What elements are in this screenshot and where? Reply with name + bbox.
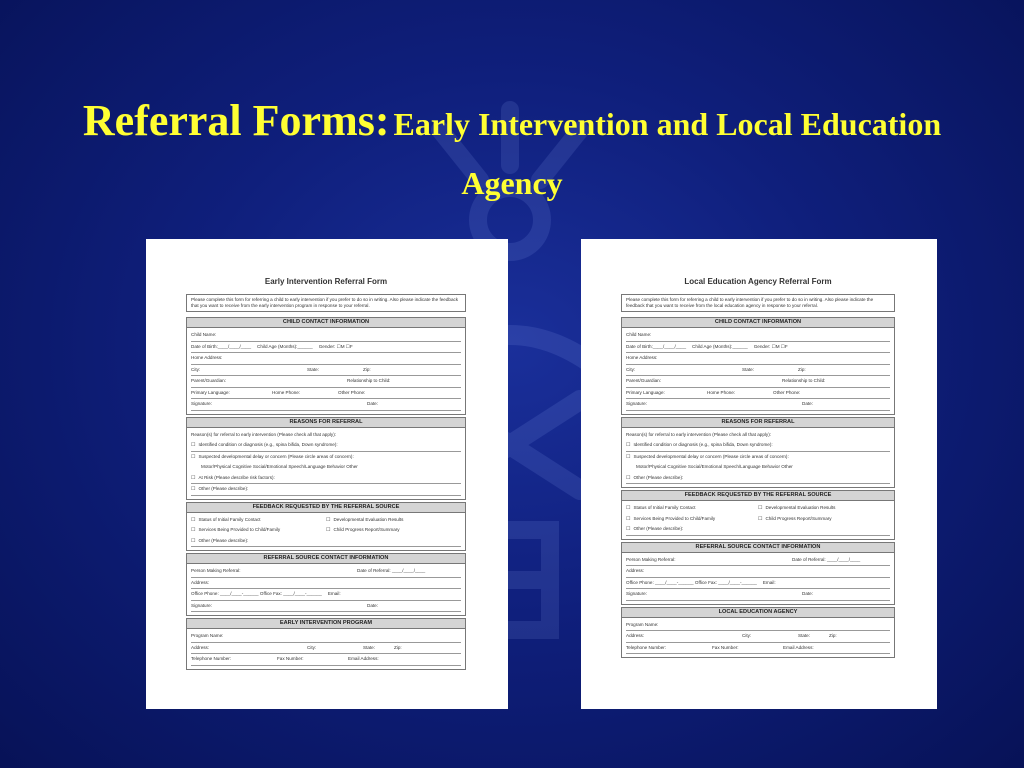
form-row <box>191 566 461 578</box>
form-row <box>626 566 890 578</box>
form-row <box>191 654 461 666</box>
field-label: Address: <box>626 568 645 574</box>
field-label: State: <box>798 633 811 639</box>
field-label: Relationship to Child: <box>347 378 391 384</box>
field-label: Address: <box>191 644 210 650</box>
field-label: Home Address: <box>626 355 658 361</box>
feedback-section <box>621 490 895 540</box>
checkbox-option[interactable]: ☐ Other (Please describe): <box>191 484 248 495</box>
field-label: Home Phone: <box>272 389 301 395</box>
form-row <box>626 440 890 452</box>
form-row <box>326 515 461 526</box>
child-contact-section <box>186 317 466 415</box>
field-label: Parent/Guardian: <box>626 378 661 384</box>
field-label: State: <box>307 366 320 372</box>
slide-title-main: Referral Forms: <box>82 96 390 145</box>
form-instructions: Please complete this form for referring a child to early intervention if you prefer to do so in writing. Also please indicate the feedback that you want to receive from the local education agency in response to your referral. <box>621 294 895 312</box>
field-label: Signature: <box>626 591 647 597</box>
form-row <box>191 484 461 496</box>
form-row <box>626 342 890 354</box>
field-label: Program Name: <box>191 633 224 639</box>
field-label: Date: <box>802 591 813 597</box>
form-row <box>191 631 461 643</box>
form-row <box>191 525 326 536</box>
field-label: Date of Birth:____/____/____ <box>626 343 687 349</box>
form-row <box>626 555 890 567</box>
form-row <box>626 452 890 463</box>
form-row <box>191 515 326 526</box>
checkbox-option[interactable]: ☐ Services Being Provided to Child/Family <box>626 514 715 525</box>
slide-title <box>60 95 964 216</box>
field-label: Fax Number: <box>277 656 304 662</box>
field-label: Reason(s) for referral to early intervention (Please check all that apply): <box>626 431 772 437</box>
field-label: City: <box>742 633 752 639</box>
form-row <box>191 462 461 473</box>
field-label: Program Name: <box>626 621 659 627</box>
section-header: FEEDBACK REQUESTED BY THE REFERRAL SOURCE <box>622 491 894 501</box>
form-row <box>626 330 890 342</box>
form-row <box>626 524 890 536</box>
field-label: State: <box>742 366 755 372</box>
reasons-section <box>621 417 895 489</box>
field-label: Person Making Referral: <box>191 568 241 574</box>
checkbox-option[interactable]: ☐ Suspected developmental delay or concern (Please circle areas of concern): <box>191 452 354 463</box>
field-label: Fax Number: <box>712 644 739 650</box>
early-intervention-form <box>146 239 508 709</box>
checkbox-option[interactable]: ☐ Child Progress Report/Summary <box>758 514 832 525</box>
form-row <box>626 514 758 525</box>
field-label: Child Name: <box>191 332 217 338</box>
form-title: Early Intervention Referral Form <box>264 277 388 286</box>
field-label: Other Phone: <box>338 389 366 395</box>
field-label: Address: <box>191 579 210 585</box>
form-row <box>191 578 461 590</box>
form-row <box>626 430 890 441</box>
section-header: EARLY INTERVENTION PROGRAM <box>187 619 465 629</box>
form-row <box>191 643 461 655</box>
field-label: Gender: ☐M ☐F <box>318 343 353 349</box>
field-label: Signature: <box>191 602 212 608</box>
form-row <box>626 631 890 643</box>
field-label: Zip: <box>829 633 837 639</box>
checkbox-option[interactable]: ☐ Services Being Provided to Child/Family <box>191 525 280 536</box>
field-label: State: <box>363 644 376 650</box>
checkbox-option[interactable]: ☐ At Risk (Please describe risk factors): <box>191 473 275 484</box>
form-row <box>626 462 890 473</box>
child-contact-section <box>621 317 895 415</box>
program-section <box>621 607 895 659</box>
field-label: Child Age (Months):______ <box>692 343 748 349</box>
form-row <box>626 353 890 365</box>
field-label: Reason(s) for referral to early intervention (Please check all that apply): <box>191 431 337 437</box>
field-label: Date of Referral: ____/____/____ <box>792 556 861 562</box>
field-label: Date: <box>367 602 378 608</box>
field-label: Signature: <box>191 401 212 407</box>
form-row <box>191 589 461 601</box>
field-label: Relationship to Child: <box>782 378 826 384</box>
field-label: Gender: ☐M ☐F <box>753 343 788 349</box>
field-label: Email Address: <box>783 644 814 650</box>
field-label: Primary Language: <box>191 389 230 395</box>
checkbox-option[interactable]: ☐ Developmental Evaluation Results <box>326 515 403 526</box>
form-row <box>191 365 461 377</box>
field-label: Email: <box>762 579 776 585</box>
form-row <box>191 330 461 342</box>
checkbox-option[interactable]: ☐ Status of Initial Family Contact <box>626 503 696 514</box>
field-label: Zip: <box>394 644 402 650</box>
form-row <box>626 589 890 601</box>
field-label: Person Making Referral: <box>626 556 676 562</box>
section-header: REASONS FOR REFERRAL <box>622 418 894 428</box>
field-label: Date of Referral: ____/____/____ <box>357 568 426 574</box>
field-label: City: <box>191 366 201 372</box>
form-row <box>191 440 461 452</box>
field-label: Date of Birth:____/____/____ <box>191 343 252 349</box>
checkbox-option[interactable]: ☐ Other (Please describe): <box>626 524 683 535</box>
field-label: Zip: <box>798 366 806 372</box>
checkbox-option[interactable]: ☐ Status of Initial Family Contact <box>191 515 261 526</box>
program-section <box>186 618 466 670</box>
field-label: City: <box>626 366 636 372</box>
field-label: Date: <box>802 401 813 407</box>
form-row <box>626 578 890 590</box>
form-row <box>191 536 461 548</box>
form-title: Local Education Agency Referral Form <box>684 277 832 286</box>
local-education-agency-form <box>581 239 937 709</box>
feedback-section <box>186 502 466 552</box>
field-label: Email Address: <box>348 656 379 662</box>
section-header: REASONS FOR REFERRAL <box>187 418 465 428</box>
form-row <box>191 430 461 441</box>
form-row <box>191 473 461 485</box>
form-row <box>626 503 758 514</box>
section-header: CHILD CONTACT INFORMATION <box>187 318 465 328</box>
form-row <box>626 388 890 400</box>
concern-areas: Motor/Physical Cognitive Social/Emotional Speech/Language Behavior Other <box>201 464 358 470</box>
form-row <box>626 473 890 485</box>
reasons-section <box>186 417 466 500</box>
form-row <box>191 342 461 354</box>
field-label: Address: <box>626 633 645 639</box>
form-instructions: Please complete this form for referring a child to early intervention if you prefer to do so in writing. Also please indicate the feedback that you want to receive from the early intervention program in response to your referral. <box>186 294 466 312</box>
section-header: REFERRAL SOURCE CONTACT INFORMATION <box>622 543 894 553</box>
field-label: Telephone Number: <box>191 656 232 662</box>
form-row <box>626 620 890 632</box>
field-label: Email: <box>327 591 341 597</box>
section-header: REFERRAL SOURCE CONTACT INFORMATION <box>187 554 465 564</box>
form-row <box>758 503 890 514</box>
field-label: Office Phone: ____/____-______ Office Fax: ____/____-______ <box>626 579 757 585</box>
form-row <box>626 399 890 411</box>
field-label: Home Phone: <box>707 389 736 395</box>
field-label: Zip: <box>363 366 371 372</box>
section-header: CHILD CONTACT INFORMATION <box>622 318 894 328</box>
form-row <box>191 353 461 365</box>
field-label: Home Address: <box>191 355 223 361</box>
field-label: Child Name: <box>626 332 652 338</box>
field-label: City: <box>307 644 317 650</box>
field-label: Telephone Number: <box>626 644 667 650</box>
source-contact-section <box>186 553 466 616</box>
form-row <box>191 399 461 411</box>
section-header: FEEDBACK REQUESTED BY THE REFERRAL SOURCE <box>187 503 465 513</box>
field-label: Other Phone: <box>773 389 801 395</box>
form-row <box>626 643 890 655</box>
form-row <box>191 452 461 463</box>
form-row <box>626 376 890 388</box>
checkbox-option[interactable]: ☐ Other (Please describe): <box>626 473 683 484</box>
slide-title-sub: Early Intervention and Local Education Agency <box>393 106 942 201</box>
field-label: Date: <box>367 401 378 407</box>
checkbox-option[interactable]: ☐ Identified condition or diagnosis (e.g., spina bifida, Down syndrome): <box>191 440 338 451</box>
field-label: Child Age (Months):______ <box>257 343 313 349</box>
checkbox-option[interactable]: ☐ Suspected developmental delay or concern (Please circle areas of concern): <box>626 452 789 463</box>
section-header: LOCAL EDUCATION AGENCY <box>622 608 894 618</box>
form-row <box>191 388 461 400</box>
form-row <box>326 525 461 536</box>
form-row <box>626 365 890 377</box>
field-label: Office Phone: ____/____-______ Office Fax: ____/____-______ <box>191 591 322 597</box>
field-label: Primary Language: <box>626 389 665 395</box>
checkbox-option[interactable]: ☐ Child Progress Report/Summary <box>326 525 400 536</box>
form-row <box>191 601 461 613</box>
field-label: Signature: <box>626 401 647 407</box>
checkbox-option[interactable]: ☐ Other (Please describe): <box>191 536 248 547</box>
source-contact-section <box>621 542 895 605</box>
field-label: Parent/Guardian: <box>191 378 226 384</box>
checkbox-option[interactable]: ☐ Identified condition or diagnosis (e.g., spina bifida, Down syndrome): <box>626 440 773 451</box>
checkbox-option[interactable]: ☐ Developmental Evaluation Results <box>758 503 835 514</box>
concern-areas: Motor/Physical Cognitive Social/Emotional Speech/Language Behavior Other <box>636 464 793 470</box>
form-row <box>191 376 461 388</box>
form-row <box>758 514 890 525</box>
